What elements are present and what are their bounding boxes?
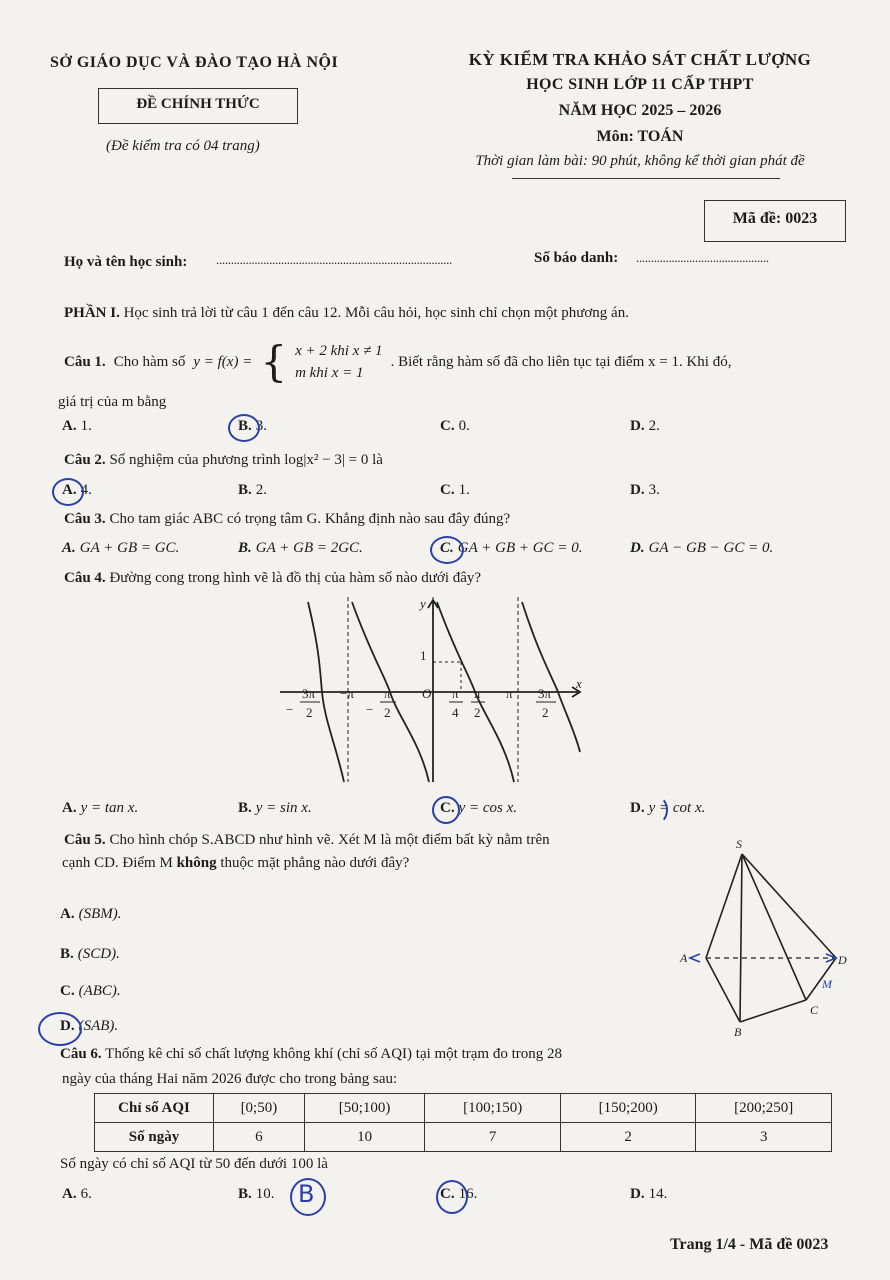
edge-sc bbox=[742, 854, 806, 1000]
y-axis-label: y bbox=[420, 596, 426, 611]
origin-label: O bbox=[422, 686, 432, 701]
exam-grade: HỌC SINH LỚP 11 CẤP THPT bbox=[526, 76, 754, 93]
table-cell: [200;250] bbox=[696, 1094, 832, 1123]
q4-stem: Câu 4. Đường cong trong hình vẽ là đồ thị của hàm số nào dưới đây? bbox=[64, 570, 482, 586]
x-axis-label: x bbox=[576, 676, 582, 691]
q2-option-c[interactable]: C. 1. bbox=[440, 482, 470, 498]
q4-option-a[interactable]: A. y = tan x. bbox=[62, 800, 139, 816]
q1-label: Câu 1. bbox=[64, 353, 106, 370]
time-note: Thời gian làm bài: 90 phút, không kể thời gian phát đề bbox=[475, 153, 805, 169]
edge-sd bbox=[742, 854, 836, 958]
q5-option-a[interactable]: A. (SBM). bbox=[60, 906, 122, 922]
tick-m3pi2: 3π bbox=[302, 686, 316, 701]
q1-option-b[interactable]: B. 3. bbox=[238, 418, 268, 434]
q5-pyramid bbox=[676, 836, 856, 1040]
y-one-label: 1 bbox=[420, 648, 427, 663]
student-name-label: Họ và tên học sinh: bbox=[64, 254, 188, 270]
table-cell: [150;200) bbox=[560, 1094, 696, 1123]
svg-text:4: 4 bbox=[452, 705, 459, 720]
table-header-days: Số ngày bbox=[95, 1123, 214, 1152]
q6-stem-2: ngày của tháng Hai năm 2026 được cho trong bảng sau: bbox=[62, 1071, 398, 1087]
q3-option-b[interactable]: B. GA + GB = 2GC. bbox=[238, 540, 363, 556]
q6-handwritten-answer: B bbox=[298, 1180, 315, 1208]
q3-stem: Câu 3. Cho tam giác ABC có trọng tâm G. Khẳng định nào sau đây đúng? bbox=[64, 511, 511, 527]
vertex-s: S bbox=[736, 837, 742, 851]
a-arrow bbox=[690, 954, 700, 962]
q2-option-d[interactable]: D. 3. bbox=[630, 482, 660, 498]
q1-text-c: giá trị của m bằng bbox=[58, 394, 167, 410]
q1-option-d[interactable]: D. 2. bbox=[630, 418, 660, 434]
table-row bbox=[95, 1123, 832, 1152]
exam-subject: Môn: TOÁN bbox=[596, 128, 684, 145]
q1-text-b: . Biết rằng hàm số đã cho liên tục tại điểm x = 1. Khi đó, bbox=[390, 353, 732, 370]
graph-branch-4 bbox=[522, 602, 580, 752]
svg-text:−: − bbox=[366, 702, 374, 717]
svg-text:2: 2 bbox=[384, 705, 391, 720]
tick-mpi2: π bbox=[384, 686, 391, 701]
q1-case-1: x + 2 khi x ≠ 1 bbox=[295, 343, 383, 359]
pages-note: (Đề kiểm tra có 04 trang) bbox=[106, 138, 260, 154]
q1-brace: { bbox=[260, 337, 288, 386]
table-cell: [0;50) bbox=[214, 1094, 305, 1123]
q1-case-2: m khi x = 1 bbox=[295, 365, 364, 381]
q1-text-a: Cho hàm số bbox=[113, 353, 186, 370]
edge-ab bbox=[706, 958, 740, 1022]
vertex-d: D bbox=[838, 953, 847, 967]
edge-sb bbox=[740, 854, 742, 1022]
q1-option-c[interactable]: C. 0. bbox=[440, 418, 470, 434]
svg-text:2: 2 bbox=[474, 705, 481, 720]
school-department: SỞ GIÁO DỤC VÀ ĐÀO TẠO HÀ NỘI bbox=[50, 54, 339, 71]
q6-answer-mark-c bbox=[436, 1180, 468, 1214]
point-m: M bbox=[822, 977, 832, 991]
part1-instruction bbox=[64, 305, 629, 322]
student-id-dots[interactable]: ............................................. bbox=[636, 250, 769, 265]
edge-sa bbox=[706, 854, 742, 958]
page-footer: Trang 1/4 - Mã đề 0023 bbox=[670, 1236, 829, 1253]
official-label: ĐỀ CHÍNH THỨC bbox=[136, 96, 260, 112]
q4-answer-mark-c bbox=[432, 796, 460, 824]
table-cell: 7 bbox=[425, 1123, 561, 1152]
q6-option-b[interactable]: B. 10. bbox=[238, 1186, 275, 1202]
q6-option-a[interactable]: A. 6. bbox=[62, 1186, 92, 1202]
tick-pi2: π bbox=[474, 686, 481, 701]
exam-title: KỲ KIỂM TRA KHẢO SÁT CHẤT LƯỢNG bbox=[468, 50, 812, 69]
table-cell: 2 bbox=[560, 1123, 696, 1152]
part1-text: Học sinh trả lời từ câu 1 đến câu 12. Mỗi câu hỏi, học sinh chỉ chọn một phương án. bbox=[123, 305, 629, 321]
header-rule bbox=[512, 178, 780, 179]
q3-option-c[interactable]: C. GA + GB + GC = 0. bbox=[440, 540, 583, 556]
table-row bbox=[95, 1094, 832, 1123]
q5-stem-2: cạnh CD. Điểm M không thuộc mặt phẳng nào dưới đây? bbox=[62, 855, 410, 871]
q6-option-c[interactable]: C. 16. bbox=[440, 1186, 478, 1202]
q6-option-d[interactable]: D. 14. bbox=[630, 1186, 668, 1202]
tick-pi: π bbox=[506, 686, 513, 701]
q3-option-a[interactable]: A. GA + GB = GC. bbox=[62, 540, 180, 556]
q2-option-a[interactable]: A. 4. bbox=[62, 482, 92, 498]
q2-stem: Câu 2. Số nghiệm của phương trình log|x² − 3| = 0 là bbox=[64, 452, 383, 468]
part1-label: PHẦN I. bbox=[64, 305, 120, 321]
q1-answer-mark bbox=[228, 414, 260, 442]
q4-option-d[interactable]: D. y = cot x. bbox=[630, 800, 706, 816]
tick-pi4: π bbox=[452, 686, 459, 701]
q3-option-d[interactable]: D. GA − GB − GC = 0. bbox=[630, 540, 774, 556]
vertex-a: A bbox=[680, 951, 688, 965]
exam-year: NĂM HỌC 2025 – 2026 bbox=[558, 102, 722, 119]
q5-stem-1: Câu 5. Cho hình chóp S.ABCD như hình vẽ. Xét M là một điểm bất kỳ nằm trên bbox=[64, 832, 550, 848]
table-cell: [50;100) bbox=[304, 1094, 425, 1123]
exam-code: Mã đề: 0023 bbox=[732, 210, 818, 227]
table-cell: 3 bbox=[696, 1123, 832, 1152]
tick-mpi: −π bbox=[340, 686, 354, 701]
vertex-b: B bbox=[734, 1025, 742, 1039]
table-cell: 10 bbox=[304, 1123, 425, 1152]
q2-option-b[interactable]: B. 2. bbox=[238, 482, 268, 498]
q1-option-a[interactable]: A. 1. bbox=[62, 418, 92, 434]
q4-option-b[interactable]: B. y = sin x. bbox=[238, 800, 312, 816]
svg-text:−: − bbox=[286, 702, 294, 717]
table-cell: 6 bbox=[214, 1123, 305, 1152]
edge-bc bbox=[740, 1000, 806, 1022]
q5-option-c[interactable]: C. (ABC). bbox=[60, 983, 121, 999]
q1-cases bbox=[295, 340, 383, 384]
q1-stem bbox=[64, 337, 732, 386]
q2-answer-mark bbox=[52, 478, 84, 506]
aqi-table bbox=[94, 1093, 832, 1152]
q6-question: Số ngày có chỉ số AQI từ 50 đến dưới 100 là bbox=[60, 1156, 328, 1172]
q5-option-d[interactable]: D. (SAB). bbox=[60, 1018, 119, 1034]
vertex-c: C bbox=[810, 1003, 819, 1017]
q5-answer-mark bbox=[38, 1012, 82, 1046]
q4-graph bbox=[280, 592, 590, 784]
q5-option-b[interactable]: B. (SCD). bbox=[60, 946, 120, 962]
svg-text:2: 2 bbox=[542, 705, 549, 720]
q3-answer-mark bbox=[430, 536, 464, 564]
table-header-aqi: Chỉ số AQI bbox=[95, 1094, 214, 1123]
q1-function: y = f(x) = bbox=[193, 353, 253, 370]
q6-stem-1: Câu 6. Thống kê chỉ số chất lượng không khí (chỉ số AQI) tại một trạm đo trong 28 bbox=[60, 1046, 562, 1062]
tick-3pi2: 3π bbox=[538, 686, 552, 701]
student-id-label: Số báo danh: bbox=[534, 250, 619, 266]
svg-text:2: 2 bbox=[306, 705, 313, 720]
table-cell: [100;150) bbox=[425, 1094, 561, 1123]
q4-option-c[interactable]: C. y = cos x. bbox=[440, 800, 518, 816]
student-name-dots[interactable]: ................................................................................ bbox=[216, 252, 453, 267]
q4-answer-mark-d bbox=[646, 796, 668, 824]
